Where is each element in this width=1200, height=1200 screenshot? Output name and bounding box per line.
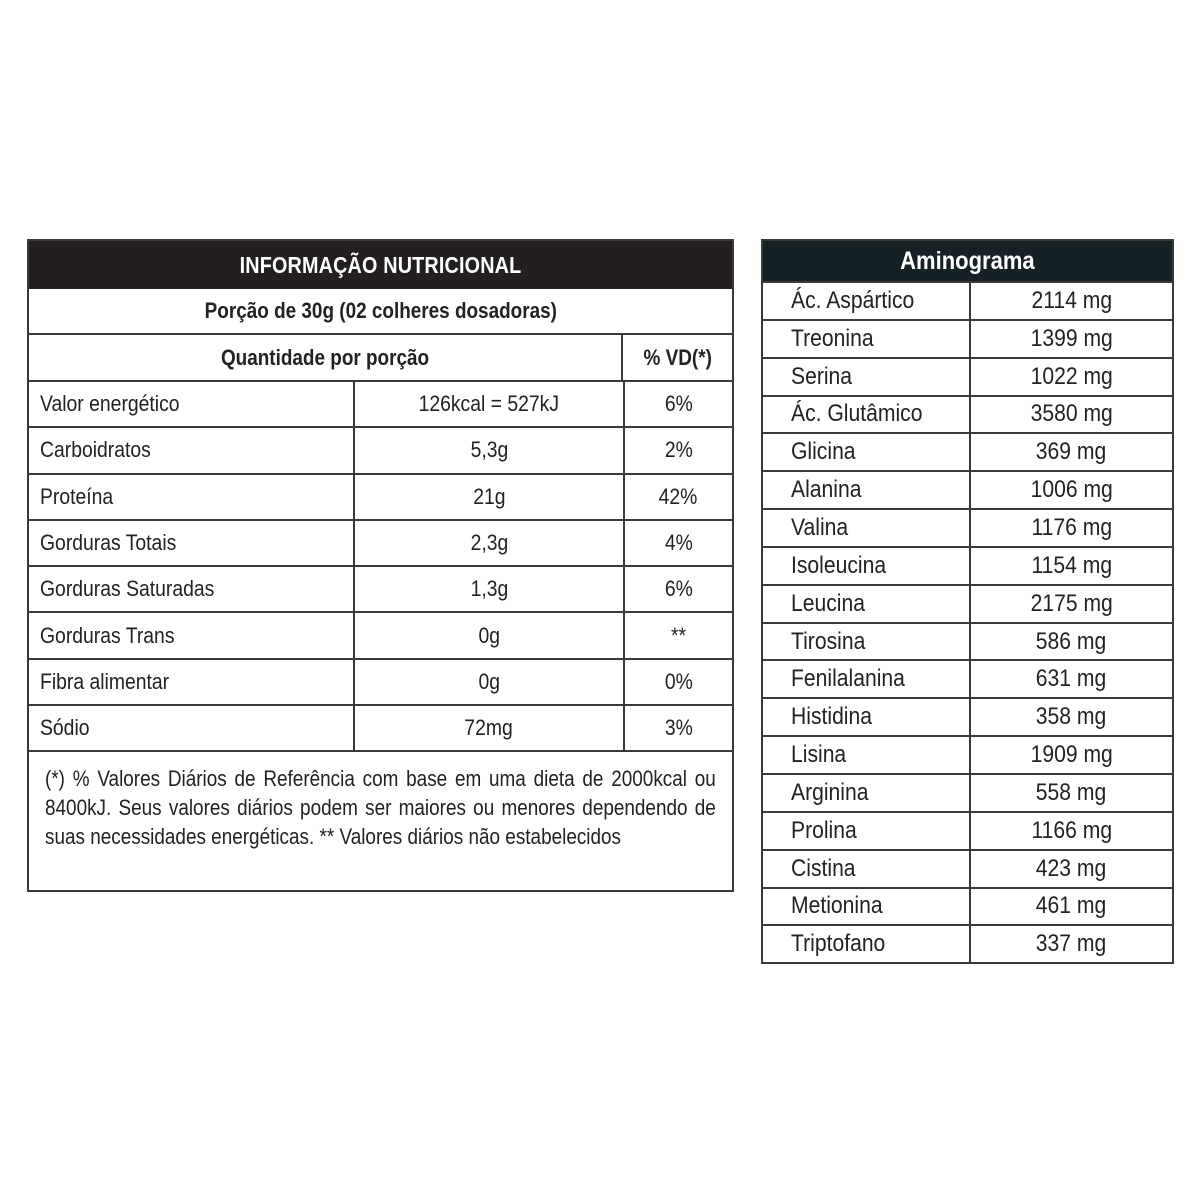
amino-name: Serina <box>791 362 853 390</box>
nutrient-name: Valor energético <box>40 391 180 417</box>
amino-value: 2114 mg <box>1031 286 1112 314</box>
nutrient-vd: 6% <box>664 391 693 417</box>
nutrient-quantity: 126kcal = 527kJ <box>418 391 560 417</box>
nutrient-quantity-cell <box>355 428 625 472</box>
amino-value: 423 mg <box>1036 854 1107 882</box>
amino-value: 358 mg <box>1036 703 1107 731</box>
amino-value: 1022 mg <box>1030 362 1113 390</box>
nutrient-vd: 2% <box>664 437 693 463</box>
nutrition-footnote <box>29 752 732 890</box>
header-vd-text: % VD(*) <box>643 344 712 370</box>
amino-value-cell <box>971 737 1172 773</box>
amino-value-cell <box>971 472 1172 508</box>
amino-name-cell <box>763 283 971 319</box>
table-row <box>763 584 1172 622</box>
aminogram-rows <box>763 281 1172 962</box>
amino-value: 1006 mg <box>1030 476 1113 504</box>
nutrient-name: Gorduras Saturadas <box>40 576 215 602</box>
amino-name-cell <box>763 851 971 887</box>
portion-size-text: Porção de 30g (02 colheres dosadoras) <box>204 298 557 323</box>
amino-name: Arginina <box>791 778 869 806</box>
amino-name-cell <box>763 586 971 622</box>
amino-value-cell <box>971 851 1172 887</box>
aminogram-table <box>761 239 1174 964</box>
amino-value-cell <box>971 434 1172 470</box>
amino-value-cell <box>971 359 1172 395</box>
amino-name: Treonina <box>791 324 874 352</box>
table-row <box>29 428 732 474</box>
nutrient-name: Gorduras Trans <box>40 622 175 648</box>
amino-value-cell <box>971 889 1172 925</box>
nutrient-name-cell <box>29 613 355 657</box>
nutrient-name: Sódio <box>40 715 90 741</box>
amino-name-cell <box>763 926 971 962</box>
amino-name-cell <box>763 510 971 546</box>
table-row <box>763 357 1172 395</box>
amino-value-cell <box>971 775 1172 811</box>
table-row <box>763 849 1172 887</box>
amino-value-cell <box>971 813 1172 849</box>
nutrient-quantity: 21g <box>472 483 506 509</box>
nutrient-quantity: 72mg <box>464 715 514 741</box>
amino-name: Valina <box>791 513 849 541</box>
nutrient-quantity-cell <box>355 660 625 704</box>
amino-value: 369 mg <box>1036 438 1107 466</box>
amino-name: Alanina <box>791 476 862 504</box>
table-row <box>763 887 1172 925</box>
table-row <box>29 475 732 521</box>
amino-name: Prolina <box>791 816 857 844</box>
nutrient-quantity: 2,3g <box>470 530 508 556</box>
header-quantity <box>29 335 623 380</box>
amino-value-cell <box>971 926 1172 962</box>
amino-name: Metionina <box>791 892 883 920</box>
amino-name-cell <box>763 661 971 697</box>
amino-value-cell <box>971 624 1172 660</box>
nutrient-vd-cell <box>625 475 732 519</box>
amino-value: 586 mg <box>1036 627 1107 655</box>
nutrition-table <box>27 239 734 892</box>
nutrition-footnote-text: (*) % Valores Diários de Referência com base em uma dieta de 2000kcal ou 8400kJ. Seus valores diários podem ser maiores ou menores dependendo de suas necessidades energéticas. ** Valores diários não estabelecidos <box>45 766 716 850</box>
nutrient-quantity-cell <box>355 567 625 611</box>
amino-name-cell <box>763 321 971 357</box>
nutrient-quantity-cell <box>355 382 625 426</box>
nutrient-vd: 3% <box>664 715 693 741</box>
nutrient-quantity-cell <box>355 706 625 750</box>
amino-name-cell <box>763 472 971 508</box>
table-row <box>29 706 732 752</box>
nutrient-vd-cell <box>625 521 732 565</box>
amino-name-cell <box>763 359 971 395</box>
nutrient-vd-cell <box>625 428 732 472</box>
nutrient-name-cell <box>29 706 355 750</box>
nutrient-name: Proteína <box>40 483 114 509</box>
nutrition-header-row <box>29 335 732 382</box>
amino-value-cell <box>971 510 1172 546</box>
amino-value: 1176 mg <box>1031 513 1112 541</box>
amino-name-cell <box>763 813 971 849</box>
amino-value-cell <box>971 661 1172 697</box>
amino-value-cell <box>971 397 1172 433</box>
table-row <box>29 613 732 659</box>
nutrient-vd: 42% <box>659 483 698 509</box>
amino-value-cell <box>971 283 1172 319</box>
table-row <box>763 395 1172 433</box>
table-row <box>29 382 732 428</box>
amino-name: Ác. Glutâmico <box>791 400 923 428</box>
table-row <box>763 281 1172 319</box>
table-row <box>763 622 1172 660</box>
nutrient-quantity-cell <box>355 475 625 519</box>
nutrient-name: Fibra alimentar <box>40 668 170 694</box>
nutrient-vd-cell <box>625 567 732 611</box>
amino-value-cell <box>971 699 1172 735</box>
table-row <box>763 773 1172 811</box>
nutrient-quantity: 0g <box>478 622 500 648</box>
amino-name: Isoleucina <box>791 551 887 579</box>
nutrient-quantity: 0g <box>478 668 500 694</box>
amino-value-cell <box>971 548 1172 584</box>
nutrient-name: Gorduras Totais <box>40 530 177 556</box>
amino-name-cell <box>763 434 971 470</box>
amino-name-cell <box>763 737 971 773</box>
amino-name: Triptofano <box>791 930 886 958</box>
nutrition-title-bar <box>29 241 732 289</box>
table-row <box>29 521 732 567</box>
table-row <box>763 811 1172 849</box>
amino-name-cell <box>763 624 971 660</box>
amino-name: Tirosina <box>791 627 866 655</box>
table-row <box>763 508 1172 546</box>
header-quantity-text: Quantidade por porção <box>220 344 430 370</box>
amino-name-cell <box>763 699 971 735</box>
nutrient-vd: 0% <box>664 668 693 694</box>
nutrient-name-cell <box>29 428 355 472</box>
nutrient-name: Carboidratos <box>40 437 151 463</box>
portion-size <box>29 289 732 335</box>
nutrient-quantity: 1,3g <box>470 576 508 602</box>
nutrient-vd: 4% <box>664 530 693 556</box>
nutrient-quantity-cell <box>355 613 625 657</box>
table-row <box>763 546 1172 584</box>
amino-name-cell <box>763 397 971 433</box>
nutrient-vd-cell <box>625 382 732 426</box>
table-row <box>763 924 1172 962</box>
nutrient-vd: 6% <box>664 576 693 602</box>
amino-name-cell <box>763 548 971 584</box>
table-row <box>763 697 1172 735</box>
amino-value-cell <box>971 586 1172 622</box>
amino-value: 1166 mg <box>1031 816 1112 844</box>
nutrient-vd: ** <box>670 622 687 648</box>
table-row <box>29 660 732 706</box>
amino-name: Lisina <box>791 741 847 769</box>
amino-value: 1154 mg <box>1031 551 1112 579</box>
nutrient-quantity-cell <box>355 521 625 565</box>
table-row <box>763 319 1172 357</box>
header-vd <box>623 335 732 380</box>
amino-value: 1399 mg <box>1030 324 1113 352</box>
amino-value: 1909 mg <box>1030 741 1113 769</box>
nutrient-name-cell <box>29 382 355 426</box>
table-row <box>763 470 1172 508</box>
amino-value-cell <box>971 321 1172 357</box>
amino-name-cell <box>763 889 971 925</box>
table-row <box>763 735 1172 773</box>
nutrient-vd-cell <box>625 706 732 750</box>
table-row <box>763 432 1172 470</box>
amino-name: Histidina <box>791 703 873 731</box>
aminogram-title: Aminograma <box>900 246 1035 275</box>
nutrient-name-cell <box>29 475 355 519</box>
nutrient-name-cell <box>29 660 355 704</box>
nutrient-name-cell <box>29 567 355 611</box>
table-row <box>29 567 732 613</box>
amino-value: 337 mg <box>1036 930 1107 958</box>
amino-name: Leucina <box>791 589 865 617</box>
nutrition-title: INFORMAÇÃO NUTRICIONAL <box>78 241 683 289</box>
amino-name: Fenilalanina <box>791 665 905 693</box>
nutrient-quantity: 5,3g <box>470 437 508 463</box>
amino-name: Cistina <box>791 854 856 882</box>
amino-value: 631 mg <box>1036 665 1107 693</box>
amino-value: 2175 mg <box>1030 589 1113 617</box>
amino-value: 558 mg <box>1036 778 1107 806</box>
amino-value: 461 mg <box>1036 892 1107 920</box>
amino-value: 3580 mg <box>1030 400 1113 428</box>
nutrient-vd-cell <box>625 613 732 657</box>
aminogram-title-bar <box>763 241 1172 281</box>
amino-name: Glicina <box>791 438 856 466</box>
nutrient-vd-cell <box>625 660 732 704</box>
amino-name: Ác. Aspártico <box>791 286 915 314</box>
amino-name-cell <box>763 775 971 811</box>
nutrient-name-cell <box>29 521 355 565</box>
table-row <box>763 659 1172 697</box>
